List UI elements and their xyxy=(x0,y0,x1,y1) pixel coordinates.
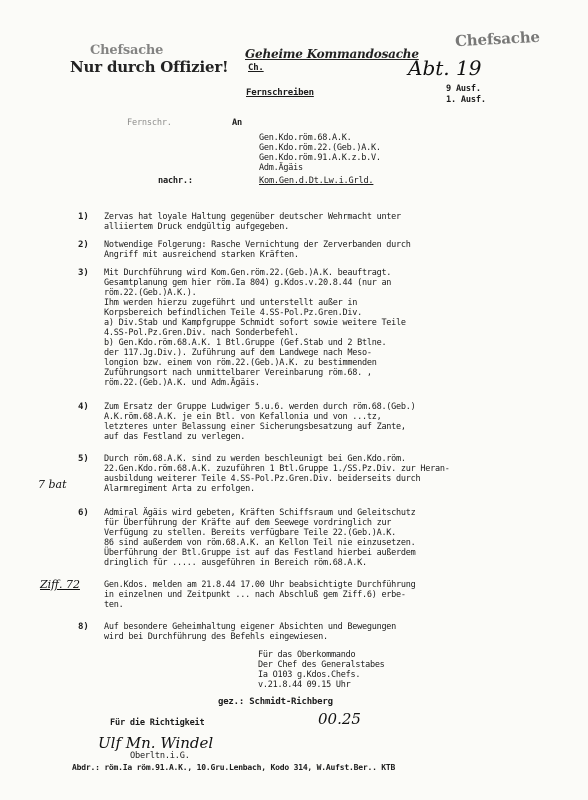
paragraph-3-line: Zuführungsort nach unmittelbarer Vereinbarung röm.68. , xyxy=(104,368,372,378)
paragraph-6-line: Überführung der Btl.Gruppe ist auf das Festland hierbei außerdem xyxy=(104,548,416,558)
recipient-3: Gen.Kdo.röm.91.A.K.z.b.V. xyxy=(259,153,381,163)
paragraph-2-line: Angriff mit ausreichend starken Kräften. xyxy=(104,250,299,260)
paragraph-6-line: für Überführung der Kräfte auf dem Seewege vordringlich zur xyxy=(104,518,392,528)
paragraph-3-line: b) Gen.Kdo.röm.68.A.K. 1 Btl.Gruppe (Gef.Stab und 2 Btlne. xyxy=(104,338,387,348)
paragraph-6-line: 86 sind außerdem von röm.68.A.K. an Kellon Teil nie einzusetzen. xyxy=(104,538,416,548)
paragraph-7-line: Gen.Kdos. melden am 21.8.44 17.00 Uhr beabsichtigte Durchführung xyxy=(104,580,416,590)
paragraph-3-line: Korpsbereich befindlichen Teile 4.SS-Pol.Pz.Gren.Div. xyxy=(104,308,362,318)
address-left-note: Fernschr. xyxy=(127,118,172,128)
margin-note-7-bat: 7 bat xyxy=(38,478,67,491)
paragraph-3-number: 3) xyxy=(78,268,89,278)
paragraph-6-line: dringlich für ..... ausgeführen in Bereich röm.68.A.K. xyxy=(104,558,367,568)
paragraph-7-line: in einzelnen und Zeitpunkt ... nach Abschluß gem Ziff.6) erbe- xyxy=(104,590,406,600)
title: Geheime Kommandosache xyxy=(245,47,419,61)
paragraph-2-line: Notwendige Folgerung: Rasche Vernichtung der Zerverbanden durch xyxy=(104,240,411,250)
recipient-list xyxy=(259,133,381,173)
copies-line-2: 1. Ausf. xyxy=(446,95,486,105)
paragraph-6-line: Admiral Ägäis wird gebeten, Kräften Schiffsraum und Geleitschutz xyxy=(104,508,416,518)
copies-line-1: 9 Ausf. xyxy=(446,84,481,94)
paragraph-3 xyxy=(104,268,406,388)
paragraph-2 xyxy=(104,240,411,260)
paragraph-8-number: 8) xyxy=(78,622,89,632)
paragraph-4-line: A.K.röm.68.A.K. je ein Btl. von Kefallonia und von ...tz, xyxy=(104,412,382,422)
paragraph-3-line: Ihm werden hierzu zugeführt und unterstellt außer in xyxy=(104,298,358,308)
paragraph-8-line: Auf besondere Geheimhaltung eigener Absichten und Bewegungen xyxy=(104,622,397,632)
paragraph-5-line: ausbildung weiterer Teile 4.SS-Pol.Pz.Gren.Div. beiderseits durch xyxy=(104,474,421,484)
cc-label: nachr.: xyxy=(158,176,193,186)
paragraph-1 xyxy=(104,212,401,232)
paragraph-6-line: Verfügung zu stellen. Bereits verfügbare Teile 22.(Geb.)A.K. xyxy=(104,528,397,538)
paragraph-5-line: Alarmregiment Arta zu erfolgen. xyxy=(104,484,255,494)
signature-line: Ia O103 g.Kdos.Chefs. xyxy=(258,670,361,680)
signature-block xyxy=(258,650,385,690)
signature-line: Der Chef des Generalstabes xyxy=(258,660,385,670)
stamp-chefsache-left: Chefsache xyxy=(90,43,164,58)
paragraph-8 xyxy=(104,622,396,642)
paragraph-4 xyxy=(104,402,416,442)
handwritten-time: 00.25 xyxy=(318,710,361,728)
paragraph-1-line: alliiertem Druck endgültig aufgegeben. xyxy=(104,222,289,232)
rank: Oberltn.i.G. xyxy=(130,751,190,761)
paragraph-6 xyxy=(104,508,416,568)
paragraph-3-line: der 117.Jg.Div.). Zuführung auf dem Landwege nach Meso- xyxy=(104,348,372,358)
paragraph-3-line: röm.22.(Geb.)A.K.). xyxy=(104,288,197,298)
paragraph-5 xyxy=(104,454,450,494)
recipient-4: Adm.Ägäis xyxy=(259,163,303,173)
cc-recipient: Kom.Gen.d.Dt.Lw.i.Grld. xyxy=(259,176,374,186)
paragraph-3-line: 4.SS-Pol.Pz.Gren.Div. nach Sonderbefehl. xyxy=(104,328,299,338)
paragraph-2-number: 2) xyxy=(78,240,89,250)
paragraph-7 xyxy=(104,580,416,610)
paragraph-3-line: Gesamtplanung gem hier röm.Ia 804) g.Kdos.v.20.8.44 (nur an xyxy=(104,278,392,288)
paragraph-4-line: auf das Festland zu verlegen. xyxy=(104,432,246,442)
paragraph-3-line: röm.22.(Geb.)A.K. und Adm.Ägäis. xyxy=(104,378,260,388)
recipient-1: Gen.Kdo.röm.68.A.K. xyxy=(259,133,352,143)
paragraph-4-line: Zum Ersatz der Gruppe Ludwiger 5.u.6. werden durch röm.68.(Geb.) xyxy=(104,402,416,412)
handwritten-reference: Abt. 19 xyxy=(408,56,482,80)
paragraph-1-number: 1) xyxy=(78,212,89,222)
signer: gez.: Schmidt-Richberg xyxy=(218,697,333,707)
title-sub: Ch. xyxy=(248,63,264,73)
stamp-chefsache-right: Chefsache xyxy=(454,27,541,51)
distribution-line: Abdr.: röm.Ia röm.91.A.K., 10.Gru.Lenbach, Kodo 314, W.Aufst.Ber.. KTB xyxy=(72,763,396,772)
paragraph-4-number: 4) xyxy=(78,402,89,412)
paragraph-7-line: ten. xyxy=(104,600,124,610)
paragraph-8-line: wird bei Durchführung des Befehls eingewiesen. xyxy=(104,632,328,642)
signature-line: v.21.8.44 09.15 Uhr xyxy=(258,680,351,690)
signature-line: Für das Oberkommando xyxy=(258,650,356,660)
paragraph-3-line: longion bzw. einem von röm.22.(Geb.)A.K. zu bestimmenden xyxy=(104,358,377,368)
paragraph-5-line: Durch röm.68.A.K. sind zu werden beschleunigt bei Gen.Kdo.röm. xyxy=(104,454,406,464)
paragraph-1-line: Zervas hat loyale Haltung gegenüber deutscher Wehrmacht unter xyxy=(104,212,401,222)
doc-type: Fernschreiben xyxy=(246,88,314,98)
recipient-2: Gen.Kdo.röm.22.(Geb.)A.K. xyxy=(259,143,381,153)
paragraph-3-line: Mit Durchführung wird Kom.Gen.röm.22.(Geb.)A.K. beauftragt. xyxy=(104,268,392,278)
stamp-nur-durch-offizier: Nur durch Offizier! xyxy=(70,58,229,76)
paragraph-6-number: 6) xyxy=(78,508,89,518)
paragraph-5-line: 22.Gen.Kdo.röm.68.A.K. zuzuführen 1 Btl.Gruppe 1./SS.Pz.Div. zur Heran- xyxy=(104,464,450,474)
paragraph-3-line: a) Div.Stab und Kampfgruppe Schmidt sofort sowie weitere Teile xyxy=(104,318,406,328)
certify-label: Für die Richtigkeit xyxy=(110,718,205,728)
paragraph-4-line: letzteres unter Belassung einer Sicherungsbesatzung auf Zante, xyxy=(104,422,406,432)
paragraph-5-number: 5) xyxy=(78,454,89,464)
handwritten-signature: Ulf Mn. Windel xyxy=(98,734,214,752)
margin-note-ziff-72: Ziff. 72 xyxy=(40,578,80,591)
address-to-label: An xyxy=(232,118,242,128)
